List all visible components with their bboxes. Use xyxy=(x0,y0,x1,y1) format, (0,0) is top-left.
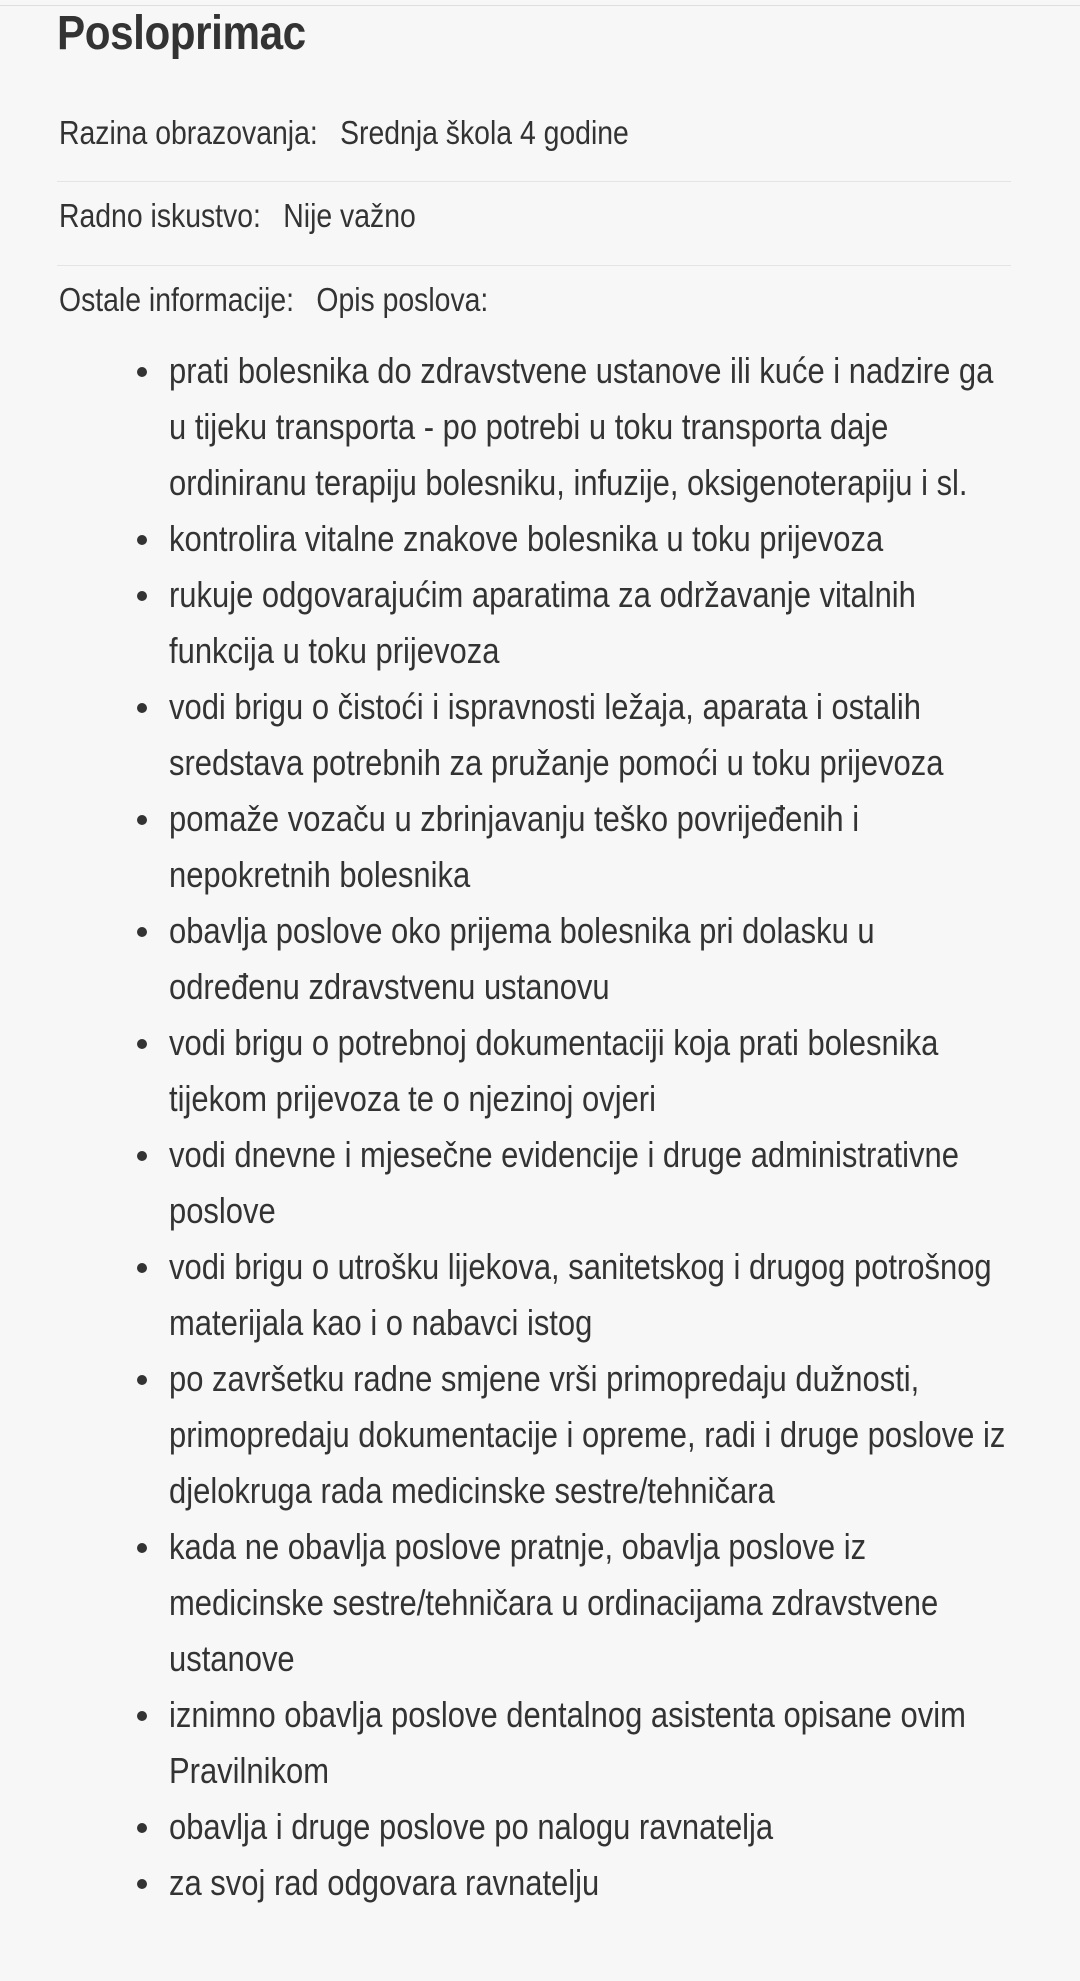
list-item: obavlja i druge poslove po nalogu ravnatelja xyxy=(57,1799,1037,1855)
list-item: kontrolira vitalne znakove bolesnika u toku prijevoza xyxy=(57,511,1037,567)
list-item: vodi dnevne i mjesečne evidencije i druge administrativne poslove xyxy=(57,1127,1037,1239)
bullet-icon xyxy=(137,1263,147,1273)
bullet-icon xyxy=(137,815,147,825)
experience-value: Nije važno xyxy=(283,197,416,234)
list-item: po završetku radne smjene vrši primopredaju dužnosti, primopredaju dokumentacije i opreme, radi i druge poslove iz djelokruga rada medicinske sestre/tehničara xyxy=(57,1351,1037,1519)
list-item: vodi brigu o utrošku lijekova, sanitetskog i drugog potrošnog materijala kao i o nabavci istog xyxy=(57,1239,1037,1351)
other-info-value: Opis poslova: xyxy=(316,281,489,318)
other-info-label: Ostale informacije: xyxy=(59,281,295,318)
list-item: prati bolesnika do zdravstvene ustanove ili kuće i nadzire ga u tijeku transporta - po potrebi u toku transporta daje ordiniranu terapiju bolesniku, infuzije, oksigenoterapiju i sl. xyxy=(57,343,1037,511)
bullet-icon xyxy=(137,535,147,545)
bullet-icon xyxy=(137,1711,147,1721)
bullet-icon xyxy=(137,927,147,937)
experience-row xyxy=(59,194,1011,238)
list-item: iznimno obavlja poslove dentalnog asistenta opisane ovim Pravilnikom xyxy=(57,1687,1037,1799)
bullet-icon xyxy=(137,367,147,377)
bullet-icon xyxy=(137,1151,147,1161)
section-title: Posloprimac xyxy=(57,7,306,60)
bullet-icon xyxy=(137,591,147,601)
list-item: za svoj rad odgovara ravnatelju xyxy=(57,1855,1037,1911)
list-item: obavlja poslove oko prijema bolesnika pri dolasku u određenu zdravstvenu ustanovu xyxy=(57,903,1037,1015)
list-item: pomaže vozaču u zbrinjavanju teško povrijeđenih i nepokretnih bolesnika xyxy=(57,791,1037,903)
bullet-icon xyxy=(137,703,147,713)
list-item: vodi brigu o čistoći i ispravnosti ležaja, aparata i ostalih sredstava potrebnih za pružanje pomoći u toku prijevoza xyxy=(57,679,1037,791)
row-divider xyxy=(57,265,1011,266)
duties-list xyxy=(57,343,1037,1911)
bullet-icon xyxy=(137,1879,147,1889)
list-item: vodi brigu o potrebnoj dokumentaciji koja prati bolesnika tijekom prijevoza te o njezinoj ovjeri xyxy=(57,1015,1037,1127)
row-divider xyxy=(57,181,1011,182)
bullet-icon xyxy=(137,1375,147,1385)
bullet-icon xyxy=(137,1543,147,1553)
education-row xyxy=(59,111,1011,155)
education-label: Razina obrazovanja: xyxy=(59,114,318,151)
bullet-icon xyxy=(137,1823,147,1833)
list-item: kada ne obavlja poslove pratnje, obavlja poslove iz medicinske sestre/tehničara u ordinacijama zdravstvene ustanove xyxy=(57,1519,1037,1687)
experience-label: Radno iskustvo: xyxy=(59,197,261,234)
education-value: Srednja škola 4 godine xyxy=(340,114,629,151)
other-info-row xyxy=(59,278,1011,322)
list-item: rukuje odgovarajućim aparatima za održavanje vitalnih funkcija u toku prijevoza xyxy=(57,567,1037,679)
bullet-icon xyxy=(137,1039,147,1049)
